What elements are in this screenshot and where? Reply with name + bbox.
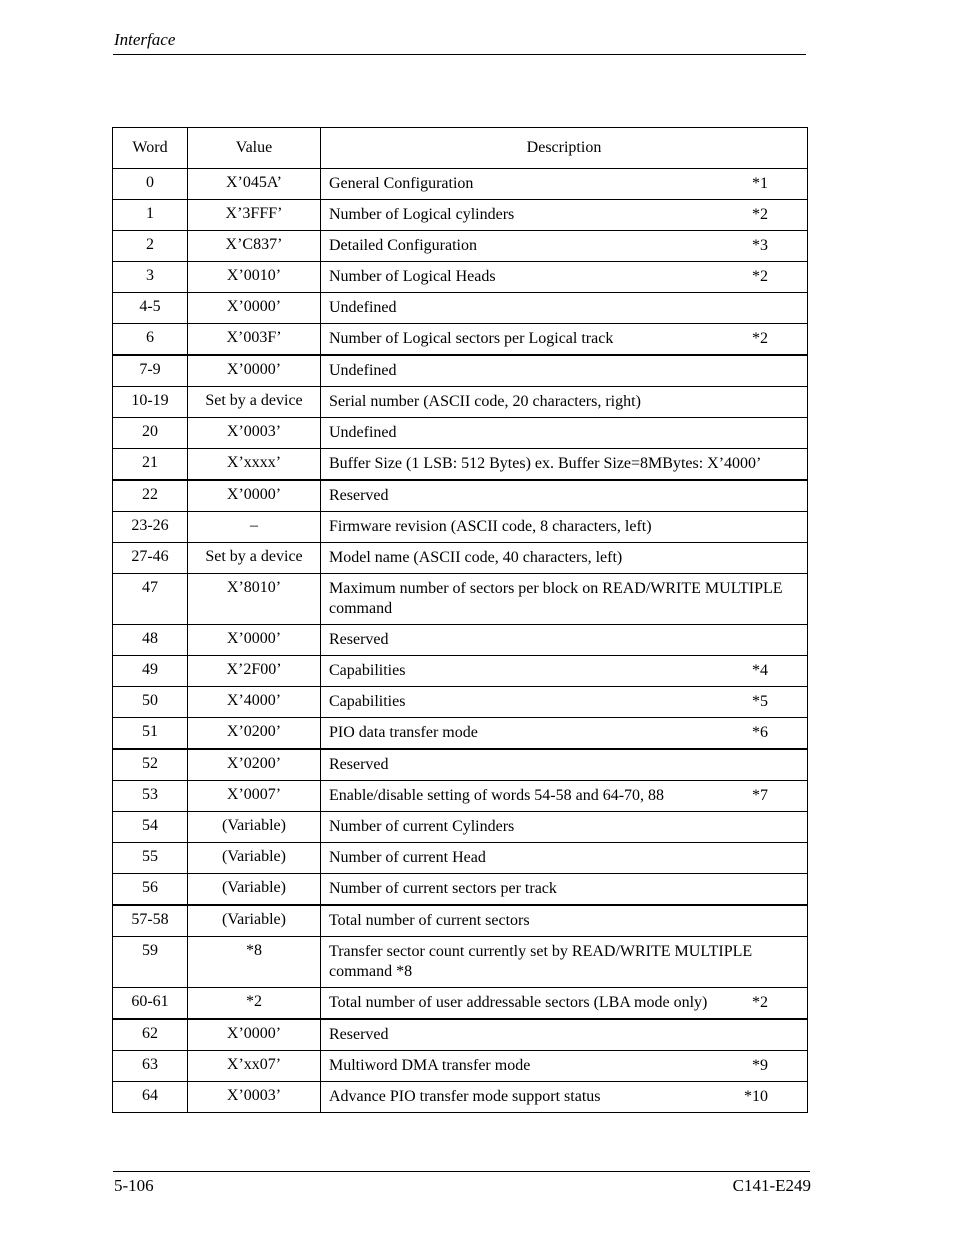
table-row [113,1082,808,1113]
footnote-ref: *4 [752,662,768,679]
header-divider [113,54,806,55]
footnote-ref: *7 [752,787,768,804]
table-row [113,231,808,262]
cell-description [321,905,808,937]
table-row [113,574,808,625]
cell-word: 64 [113,1082,188,1113]
description-text: Number of current Cylinders [329,818,515,835]
cell-value: X’0000’ [188,293,321,324]
footnote-ref: *2 [752,206,768,223]
description-text: General Configuration [329,175,474,192]
cell-description [321,231,808,262]
cell-description [321,480,808,512]
description-text: Model name (ASCII code, 40 characters, left) [329,549,623,566]
cell-word: 0 [113,169,188,200]
cell-value: X’0003’ [188,1082,321,1113]
cell-description [321,874,808,906]
cell-description [321,718,808,750]
cell-value: X’0007’ [188,781,321,812]
cell-word: 55 [113,843,188,874]
description-text: Firmware revision (ASCII code, 8 characters, left) [329,518,652,535]
description-text: Multiword DMA transfer mode [329,1057,531,1074]
table-row [113,625,808,656]
cell-value: X’2F00’ [188,656,321,687]
table-row [113,169,808,200]
description-text: Total number of current sectors [329,912,530,929]
table-row [113,937,808,988]
table-row [113,418,808,449]
table-row [113,480,808,512]
description-text: Advance PIO transfer mode support status [329,1088,601,1105]
description-text: Number of Logical sectors per Logical track [329,330,614,347]
description-text: Number of Logical Heads [329,268,496,285]
cell-value: Set by a device [188,387,321,418]
description-text: Reserved [329,487,389,504]
cell-value: *2 [188,988,321,1020]
cell-word: 47 [113,574,188,625]
cell-word: 2 [113,231,188,262]
table-row [113,812,808,843]
column-header-value: Value [188,128,321,169]
identify-device-table [112,127,808,1113]
table-row [113,1051,808,1082]
cell-word: 7-9 [113,355,188,387]
cell-word: 60-61 [113,988,188,1020]
cell-value: (Variable) [188,874,321,906]
cell-description [321,988,808,1020]
cell-description [321,574,808,625]
cell-description [321,687,808,718]
cell-word: 51 [113,718,188,750]
table-row [113,656,808,687]
cell-value: X’8010’ [188,574,321,625]
cell-description [321,1051,808,1082]
cell-description [321,293,808,324]
cell-description [321,843,808,874]
table-row [113,718,808,750]
table-header-row [113,128,808,169]
cell-word: 53 [113,781,188,812]
cell-word: 22 [113,480,188,512]
cell-description [321,324,808,356]
cell-value: X’0000’ [188,625,321,656]
cell-description [321,625,808,656]
cell-description [321,1019,808,1051]
description-text: Reserved [329,631,389,648]
cell-description [321,169,808,200]
table-row [113,512,808,543]
cell-description [321,656,808,687]
description-text: Buffer Size (1 LSB: 512 Bytes) ex. Buffer Size=8MBytes: X’4000’ [329,455,762,472]
description-text: Serial number (ASCII code, 20 characters, right) [329,393,641,410]
description-text: Detailed Configuration [329,237,477,254]
cell-description [321,749,808,781]
cell-description [321,355,808,387]
cell-value: – [188,512,321,543]
cell-word: 27-46 [113,543,188,574]
table-row [113,988,808,1020]
description-text: Undefined [329,299,397,316]
footnote-ref: *3 [752,237,768,254]
description-text: Reserved [329,1026,389,1043]
footnote-ref: *10 [744,1088,768,1105]
cell-value: X’C837’ [188,231,321,262]
table-row [113,687,808,718]
footnote-ref: *1 [752,175,768,192]
description-text: Undefined [329,424,397,441]
cell-word: 3 [113,262,188,293]
table-row [113,781,808,812]
cell-value: X’3FFF’ [188,200,321,231]
cell-value: (Variable) [188,843,321,874]
cell-value: (Variable) [188,905,321,937]
cell-word: 48 [113,625,188,656]
cell-word: 56 [113,874,188,906]
footnote-ref: *2 [752,330,768,347]
table-row [113,449,808,481]
column-header-word: Word [113,128,188,169]
cell-description [321,812,808,843]
cell-description [321,781,808,812]
cell-description [321,418,808,449]
table-row [113,355,808,387]
cell-value: X’0010’ [188,262,321,293]
cell-value: X’0000’ [188,480,321,512]
description-text: Number of current sectors per track [329,880,557,897]
table-row [113,543,808,574]
description-text: Maximum number of sectors per block on READ/WRITE MULTIPLE command [329,580,783,617]
footnote-ref: *9 [752,1057,768,1074]
table-row [113,749,808,781]
cell-word: 62 [113,1019,188,1051]
cell-value: X’0200’ [188,749,321,781]
cell-word: 4-5 [113,293,188,324]
description-text: PIO data transfer mode [329,724,478,741]
table-row [113,293,808,324]
description-text: Capabilities [329,693,406,710]
description-text: Capabilities [329,662,406,679]
cell-description [321,1082,808,1113]
cell-description [321,512,808,543]
cell-word: 52 [113,749,188,781]
description-text: Transfer sector count currently set by READ/WRITE MULTIPLE command *8 [329,943,753,980]
page-header-title: Interface [114,30,176,49]
table-row [113,200,808,231]
cell-word: 6 [113,324,188,356]
cell-value: (Variable) [188,812,321,843]
footer-divider [113,1171,810,1172]
description-text: Reserved [329,756,389,773]
description-text: Enable/disable setting of words 54-58 and 64-70, 88 [329,787,665,804]
document-id: C141-E249 [732,1176,811,1195]
cell-word: 20 [113,418,188,449]
cell-word: 49 [113,656,188,687]
table-row [113,1019,808,1051]
footnote-ref: *5 [752,693,768,710]
table-row [113,262,808,293]
cell-word: 1 [113,200,188,231]
cell-value: Set by a device [188,543,321,574]
cell-description [321,543,808,574]
cell-description [321,449,808,481]
cell-word: 50 [113,687,188,718]
cell-description [321,937,808,988]
cell-word: 57-58 [113,905,188,937]
cell-value: X’0200’ [188,718,321,750]
table-row [113,387,808,418]
cell-description [321,262,808,293]
cell-value: X’4000’ [188,687,321,718]
cell-value: X’003F’ [188,324,321,356]
cell-word: 63 [113,1051,188,1082]
page-number: 5-106 [114,1176,154,1195]
table-row [113,905,808,937]
cell-value: X’0000’ [188,355,321,387]
description-text: Undefined [329,362,397,379]
table-row [113,874,808,906]
column-header-description: Description [321,128,808,169]
cell-description [321,200,808,231]
table-row [113,324,808,356]
description-text: Number of current Head [329,849,486,866]
cell-word: 54 [113,812,188,843]
cell-word: 59 [113,937,188,988]
cell-word: 23-26 [113,512,188,543]
cell-value: X’xxxx’ [188,449,321,481]
cell-value: X’0000’ [188,1019,321,1051]
footnote-ref: *2 [752,994,768,1011]
description-text: Total number of user addressable sectors (LBA mode only) [329,994,708,1011]
cell-value: X’xx07’ [188,1051,321,1082]
cell-value: X’045A’ [188,169,321,200]
description-text: Number of Logical cylinders [329,206,515,223]
cell-word: 21 [113,449,188,481]
cell-word: 10-19 [113,387,188,418]
cell-value: *8 [188,937,321,988]
footnote-ref: *6 [752,724,768,741]
cell-description [321,387,808,418]
footnote-ref: *2 [752,268,768,285]
table-row [113,843,808,874]
cell-value: X’0003’ [188,418,321,449]
